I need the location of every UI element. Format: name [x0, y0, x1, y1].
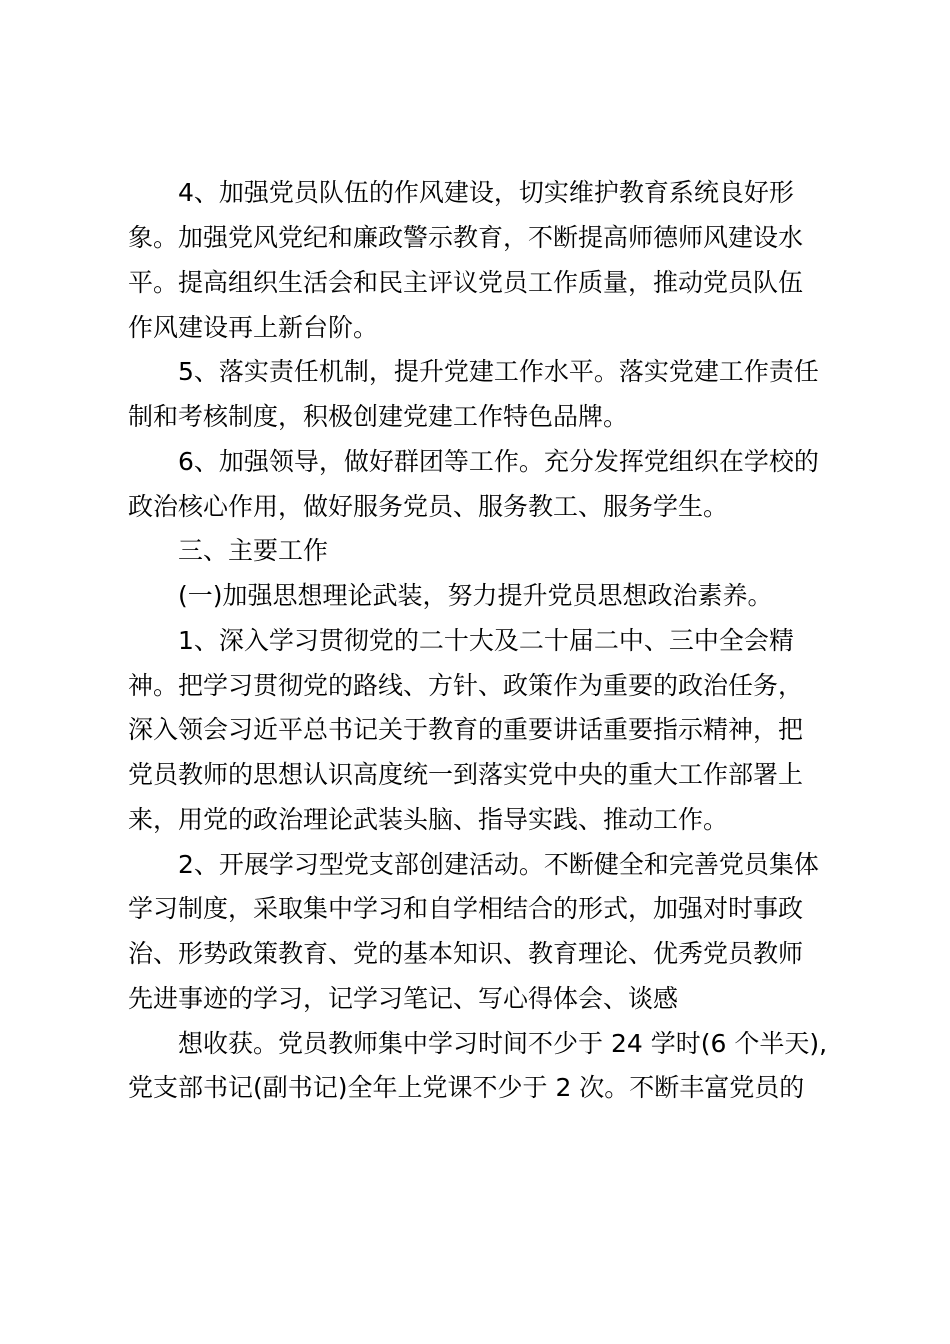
- paragraph-line: 党员教师的思想认识高度统一到落实党中央的重大工作部署上: [128, 760, 804, 789]
- paragraph-line: 神。把学习贯彻党的路线、方针、政策作为重要的政治任务，: [128, 671, 804, 700]
- paragraph-line: 1、深入学习贯彻党的二十大及二十届二中、三中全会精: [178, 626, 794, 655]
- paragraph-line: 先进事迹的学习，记学习笔记、写心得体会、谈感: [128, 984, 679, 1013]
- paragraph-line: 深入领会习近平总书记关于教育的重要讲话重要指示精神，把: [128, 715, 804, 744]
- paragraph-line: 平。提高组织生活会和民主评议党员工作质量，推动党员队伍: [128, 268, 804, 297]
- paragraph-line: 来，用党的政治理论武装头脑、指导实践、推动工作。: [128, 805, 729, 834]
- section-heading: 三、主要工作: [178, 536, 329, 565]
- paragraph-line: 政治核心作用，做好服务党员、服务教工、服务学生。: [128, 492, 729, 521]
- paragraph-line: 治、形势政策教育、党的基本知识、教育理论、优秀党员教师: [128, 939, 804, 968]
- paragraph-line: 5、落实责任机制，提升党建工作水平。落实党建工作责任: [178, 357, 819, 386]
- paragraph-line: 4、加强党员队伍的作风建设，切实维护教育系统良好形: [178, 178, 794, 207]
- paragraph-line: 象。加强党风党纪和廉政警示教育，不断提高师德师风建设水: [128, 223, 804, 252]
- paragraph-line: 作风建设再上新台阶。: [128, 313, 379, 342]
- paragraph-line: 学习制度，采取集中学习和自学相结合的形式，加强对时事政: [128, 894, 804, 923]
- paragraph-line: 6、加强领导，做好群团等工作。充分发挥党组织在学校的: [178, 447, 819, 476]
- subsection-heading: (一)加强思想理论武装，努力提升党员思想政治素养。: [178, 581, 773, 610]
- paragraph-line: 党支部书记(副书记)全年上党课不少于 2 次。不断丰富党员的: [128, 1073, 805, 1102]
- paragraph-line: 2、开展学习型党支部创建活动。不断健全和完善党员集体: [178, 850, 819, 879]
- paragraph-line: 制和考核制度，积极创建党建工作特色品牌。: [128, 402, 629, 431]
- paragraph-line: 想收获。党员教师集中学习时间不少于 24 学时(6 个半天),: [178, 1029, 828, 1058]
